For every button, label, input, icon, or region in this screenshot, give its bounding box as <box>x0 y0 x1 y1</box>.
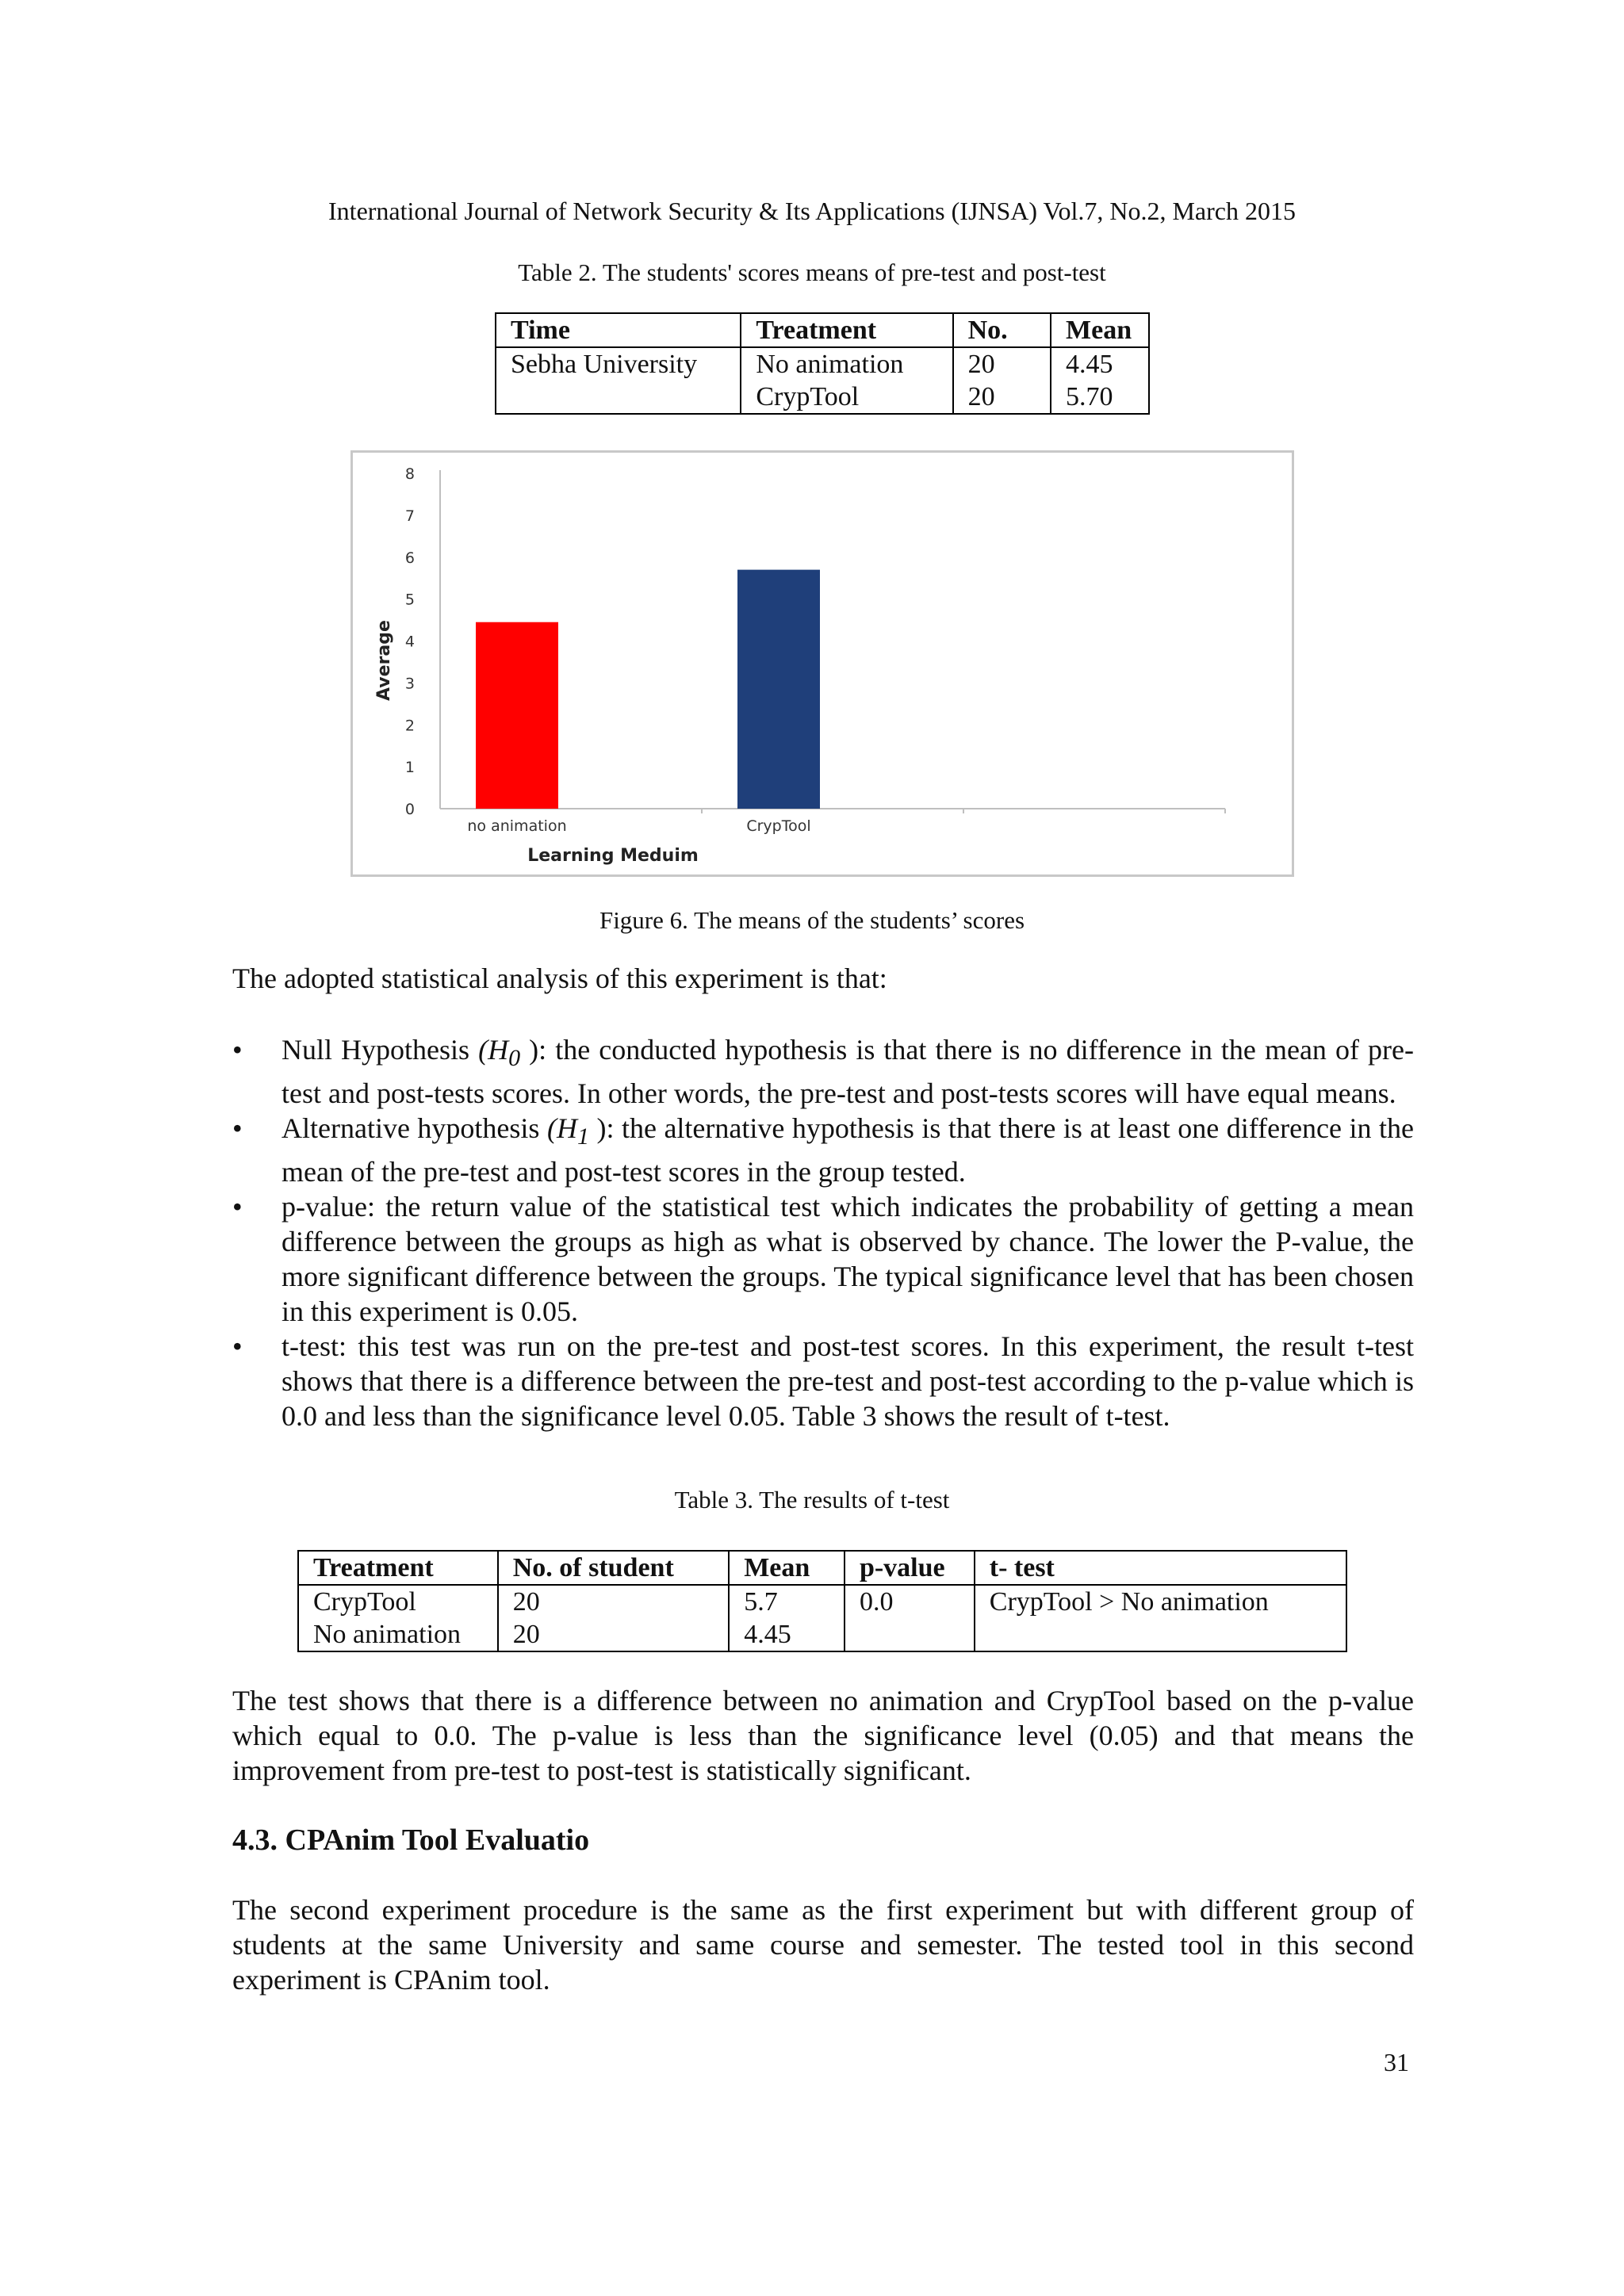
table3-cell: 4.45 <box>729 1618 845 1651</box>
table2-cell: 5.70 <box>1051 381 1149 414</box>
table3-cell <box>975 1618 1346 1651</box>
y-tick-label: 0 <box>404 801 415 818</box>
y-tick-label: 3 <box>404 675 415 693</box>
table2-cell <box>496 381 741 414</box>
y-tick-label: 5 <box>404 591 415 609</box>
bar <box>476 622 558 809</box>
table2-header-cell: No. <box>953 313 1051 347</box>
table3-caption: Table 3. The results of t-test <box>674 1486 950 1513</box>
alt-hypothesis-text: the alternative hypothesis is that there is at least one difference in the mean of the pre-test and post-test scores in the group tested. <box>282 1112 1414 1188</box>
table3-cell: CrypTool > No animation <box>975 1585 1346 1618</box>
y-tick-label: 2 <box>404 717 415 735</box>
table3-header-cell: t- test <box>975 1551 1346 1585</box>
list-item <box>232 1111 1414 1189</box>
intro-paragraph: The adopted statistical analysis of this experiment is that: <box>232 962 887 994</box>
list-item <box>232 1032 1414 1111</box>
x-tick-label: no animation <box>467 817 567 835</box>
table-row <box>496 347 1149 381</box>
table3-header-row <box>298 1551 1346 1585</box>
table3-header-cell: No. of student <box>498 1551 729 1585</box>
list-item <box>232 1329 1414 1433</box>
alt-hypothesis-symbol <box>546 1112 589 1150</box>
table2-header-row <box>496 313 1149 347</box>
table2-cell: Sebha University <box>496 347 741 381</box>
null-symbol: (H <box>478 1034 509 1066</box>
table3-header-cell: Mean <box>729 1551 845 1585</box>
alt-hypothesis-close: ): <box>588 1112 615 1145</box>
ttest-text: t-test: this test was run on the pre-test and post-test scores. In this experiment, the result t-test shows that there is a difference between the pre-test and post-test according to the p-value which is 0.0 and less than the significance level 0.05. Table 3 shows the result of t-test. <box>282 1330 1414 1433</box>
x-axis-label: Learning Meduim <box>527 846 699 866</box>
null-hypothesis-prefix: Null Hypothesis <box>282 1034 479 1066</box>
y-axis-label: Average <box>374 620 394 701</box>
alt-hypothesis-prefix: Alternative hypothesis <box>282 1112 547 1145</box>
table3-cell: 5.7 <box>729 1585 845 1618</box>
table2-header-cell: Treatment <box>741 313 952 347</box>
table3-cell: No animation <box>298 1618 498 1651</box>
table2-header-cell: Time <box>496 313 741 347</box>
table-row <box>298 1618 1346 1651</box>
table3-cell: 0.0 <box>845 1585 975 1618</box>
null-subscript: 0 <box>508 1045 521 1072</box>
list-item <box>232 1189 1414 1329</box>
table2-header-cell: Mean <box>1051 313 1149 347</box>
null-hypothesis-symbol <box>478 1034 521 1072</box>
table-row <box>496 381 1149 414</box>
table3-header-cell: p-value <box>845 1551 975 1585</box>
table3-cell: 20 <box>498 1618 729 1651</box>
section-paragraph: The second experiment procedure is the same as the first experiment but with different group of students at the same University and same course and semester. The tested tool in this second experiment is CPAnim tool. <box>232 1894 1414 1996</box>
table2-cell: 20 <box>953 381 1051 414</box>
x-tick-label: CrypTool <box>746 817 811 835</box>
conclusion-paragraph: The test shows that there is a difference between no animation and CrypTool based on the p-value which equal to 0.0. The p-value is less than the significance level (0.05) and that means the improvement from pre-test to post-test is statistically significant. <box>232 1685 1414 1786</box>
page-number: 31 <box>1384 2048 1409 2076</box>
table3-header-cell: Treatment <box>298 1551 498 1585</box>
table-row <box>298 1585 1346 1618</box>
y-tick-label: 1 <box>404 759 415 777</box>
figure6-caption: Figure 6. The means of the students’ scores <box>599 906 1025 934</box>
chart-x-labels <box>467 817 810 835</box>
figure6-chart <box>350 450 1294 877</box>
table2 <box>495 312 1150 415</box>
y-tick-label: 6 <box>404 549 415 567</box>
table2-caption: Table 2. The students' scores means of pre-test and post-test <box>518 258 1106 286</box>
table2-cell: 20 <box>953 347 1051 381</box>
table3-cell: 20 <box>498 1585 729 1618</box>
alt-subscript: 1 <box>576 1123 589 1150</box>
table3 <box>297 1550 1347 1652</box>
y-tick-label: 7 <box>404 507 415 525</box>
table3-cell: CrypTool <box>298 1585 498 1618</box>
table3-cell <box>845 1618 975 1651</box>
table2-cell: CrypTool <box>741 381 952 414</box>
null-hypothesis-text: the conducted hypothesis is that there is no difference in the mean of pre-test and post-tests scores. In other words, the pre-test and post-tests scores will have equal means. <box>282 1034 1414 1110</box>
section-heading: 4.3. CPAnim Tool Evaluatio <box>232 1823 590 1857</box>
hypothesis-list <box>232 1032 1414 1433</box>
table2-cell: No animation <box>741 347 952 381</box>
chart-bars <box>476 570 820 809</box>
bar-chart <box>353 453 1292 874</box>
y-tick-label: 4 <box>404 633 415 651</box>
journal-header: International Journal of Network Security & Its Applications (IJNSA) Vol.7, No.2, March 2015 <box>328 197 1296 225</box>
pvalue-text: p-value: the return value of the statistical test which indicates the probability of getting a mean difference between the groups as high as what is observed by chance. The lower the P-value, the more significant difference between the groups. The typical significance level that has been chosen in this experiment is 0.05. <box>282 1191 1414 1328</box>
null-hypothesis-close: ): <box>520 1034 547 1066</box>
table2-cell: 4.45 <box>1051 347 1149 381</box>
alt-symbol: (H <box>546 1112 577 1145</box>
y-tick-label: 8 <box>404 465 415 483</box>
bar <box>737 570 820 809</box>
